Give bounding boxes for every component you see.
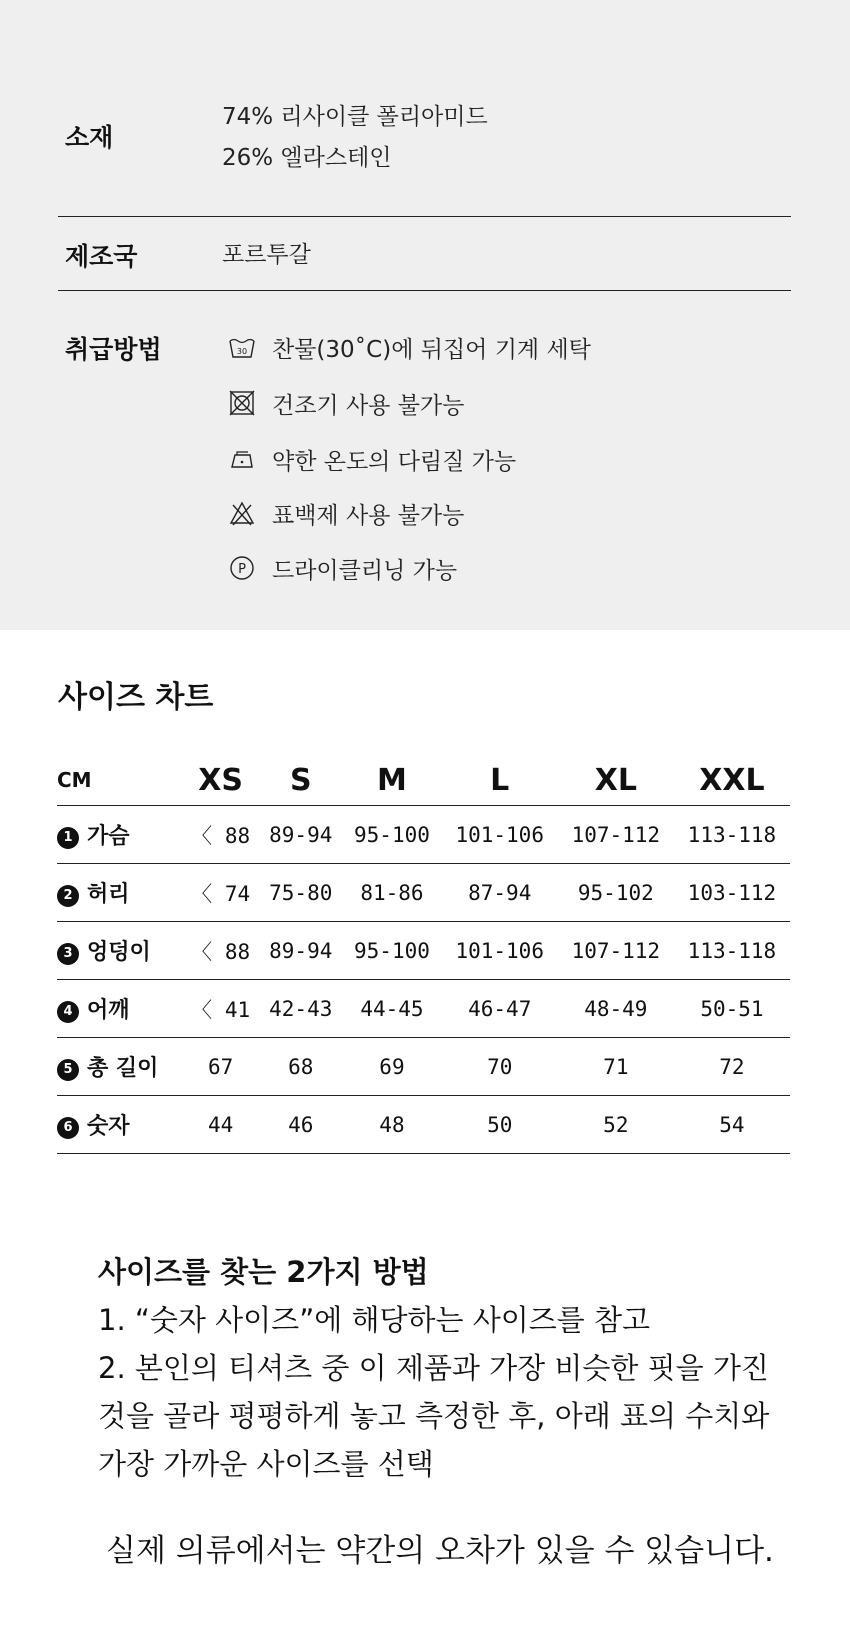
row-number-badge: 5 <box>57 1059 79 1081</box>
row-label <box>57 980 182 1038</box>
measure-label: 가슴 <box>87 824 130 849</box>
table-cell: 48 <box>342 1096 441 1154</box>
measure-label: 총 길이 <box>87 1056 159 1081</box>
size-guide-title: 사이즈를 찾는 2가지 방법 <box>98 1255 429 1289</box>
table-cell: 44 <box>182 1096 259 1154</box>
table-cell: 72 <box>674 1038 790 1096</box>
table-cell: 103-112 <box>674 864 790 922</box>
table-cell: 70 <box>442 1038 558 1096</box>
table-cell: 113-118 <box>674 922 790 980</box>
table-cell: 〈 74 <box>182 864 259 922</box>
table-cell: 89-94 <box>259 922 342 980</box>
row-label <box>57 1096 182 1154</box>
measure-label: 어깨 <box>87 998 130 1023</box>
origin-label: 제조국 <box>65 242 138 271</box>
table-cell: 95-102 <box>558 864 674 922</box>
care-item <box>228 388 464 418</box>
row-label <box>57 864 182 922</box>
material-line-2: 26% 엘라스테인 <box>222 145 392 171</box>
table-cell: 50-51 <box>674 980 790 1038</box>
table-row <box>57 1096 790 1154</box>
row-label <box>57 806 182 864</box>
table-cell: 95-100 <box>342 922 441 980</box>
dry-clean-mark: P <box>238 562 246 577</box>
table-cell: 46-47 <box>442 980 558 1038</box>
table-cell: 〈 88 <box>182 922 259 980</box>
row-number-badge: 4 <box>57 1001 79 1023</box>
material-label: 소재 <box>65 123 114 152</box>
table-cell: 〈 88 <box>182 806 259 864</box>
no-tumble-dry-icon <box>228 389 256 417</box>
iron-low-icon <box>228 445 256 473</box>
table-cell: 〈 41 <box>182 980 259 1038</box>
wash-30-icon <box>228 333 256 361</box>
care-text: 표백제 사용 불가능 <box>272 502 465 529</box>
care-item <box>228 444 516 474</box>
table-cell: 67 <box>182 1038 259 1096</box>
table-cell: 69 <box>342 1038 441 1096</box>
table-cell: 42-43 <box>259 980 342 1038</box>
row-label <box>57 922 182 980</box>
product-info-panel <box>0 0 850 630</box>
table-cell: 107-112 <box>558 922 674 980</box>
disclaimer-note: 실제 의류에서는 약간의 오차가 있을 수 있습니다. <box>106 1533 774 1569</box>
table-cell: 107-112 <box>558 806 674 864</box>
measure-label: 숫자 <box>87 1114 130 1139</box>
table-cell: 44-45 <box>342 980 441 1038</box>
table-cell: 71 <box>558 1038 674 1096</box>
dry-clean-p-icon <box>228 554 256 582</box>
size-chart-table <box>57 755 790 1154</box>
table-cell: 52 <box>558 1096 674 1154</box>
care-text: 드라이클리닝 가능 <box>272 557 458 584</box>
size-guide-step-2: 2. 본인의 티셔츠 중 이 제품과 가장 비슷한 핏을 가진 것을 골라 평평하게 놓고 측정한 후, 아래 표의 수치와 가장 가까운 사이즈를 선택 <box>98 1351 770 1481</box>
size-header: L <box>442 755 558 806</box>
size-header: XXL <box>674 755 790 806</box>
size-guide <box>98 1248 798 1488</box>
care-item <box>228 498 464 528</box>
care-text: 건조기 사용 불가능 <box>272 392 465 419</box>
table-row <box>57 1038 790 1096</box>
table-row <box>57 980 790 1038</box>
table-cell: 75-80 <box>259 864 342 922</box>
size-chart-title: 사이즈 차트 <box>58 680 214 715</box>
table-row <box>57 922 790 980</box>
size-header: S <box>259 755 342 806</box>
row-number-badge: 3 <box>57 943 79 965</box>
table-cell: 101-106 <box>442 922 558 980</box>
divider <box>58 216 791 217</box>
origin-value: 포르투갈 <box>222 242 311 268</box>
size-guide-step-1: 1. “숫자 사이즈”에 해당하는 사이즈를 참고 <box>98 1303 651 1337</box>
row-number-badge: 6 <box>57 1117 79 1139</box>
measure-label: 엉덩이 <box>87 940 151 965</box>
table-cell: 87-94 <box>442 864 558 922</box>
care-item <box>228 553 457 583</box>
table-row <box>57 806 790 864</box>
row-label <box>57 1038 182 1096</box>
size-header: M <box>342 755 441 806</box>
size-header: XS <box>182 755 259 806</box>
table-cell: 81-86 <box>342 864 441 922</box>
size-header: XL <box>558 755 674 806</box>
table-cell: 101-106 <box>442 806 558 864</box>
table-row <box>57 864 790 922</box>
table-cell: 89-94 <box>259 806 342 864</box>
care-text: 찬물(30˚C)에 뒤집어 기계 세탁 <box>272 336 591 363</box>
table-cell: 46 <box>259 1096 342 1154</box>
unit-label: CM <box>57 755 182 806</box>
table-cell: 68 <box>259 1038 342 1096</box>
care-label: 취급방법 <box>65 335 162 364</box>
no-bleach-icon <box>228 499 256 527</box>
divider <box>58 290 791 291</box>
measure-label: 허리 <box>87 882 130 907</box>
size-header-row <box>57 755 790 806</box>
table-cell: 95-100 <box>342 806 441 864</box>
care-text: 약한 온도의 다림질 가능 <box>272 448 517 475</box>
row-number-badge: 2 <box>57 885 79 907</box>
care-item <box>228 332 591 362</box>
table-cell: 113-118 <box>674 806 790 864</box>
table-cell: 48-49 <box>558 980 674 1038</box>
material-line-1: 74% 리사이클 폴리아미드 <box>222 104 488 130</box>
table-cell: 54 <box>674 1096 790 1154</box>
row-number-badge: 1 <box>57 827 79 849</box>
table-cell: 50 <box>442 1096 558 1154</box>
wash-temp-label: 30 <box>236 347 248 356</box>
